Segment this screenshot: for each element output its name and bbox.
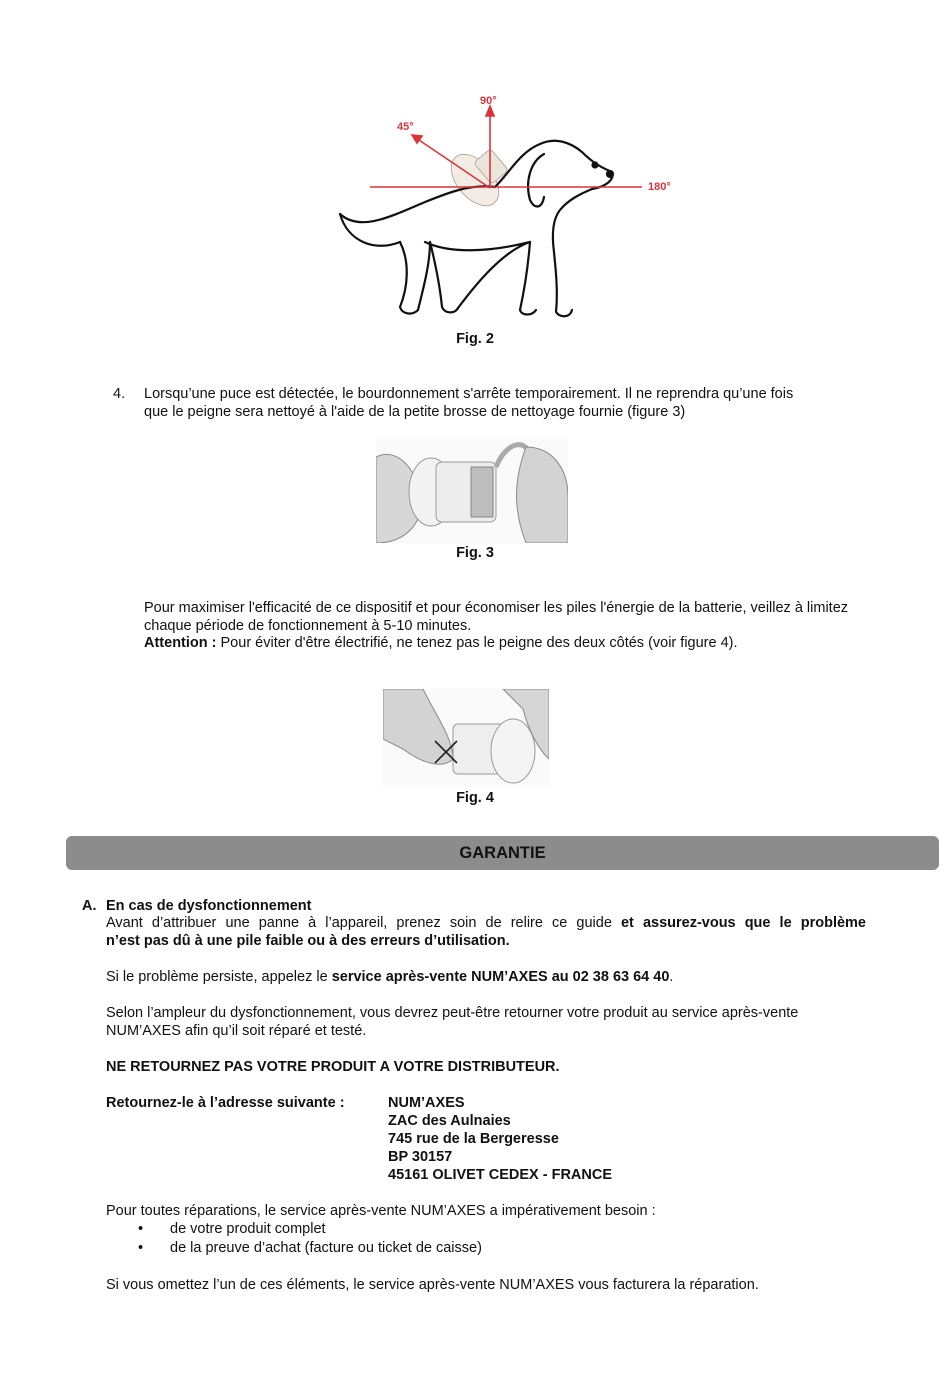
list-item-text: de la preuve d’achat (facture ou ticket de caisse) [170, 1240, 482, 1256]
paragraph-3-line1: Selon l’ampleur du dysfonctionnement, vous devrez peut-être retourner votre produit au service après-vente [106, 1005, 799, 1021]
paragraph-1-line2: n’est pas dû à une pile faible ou à des erreurs d’utilisation. [106, 933, 510, 949]
paragraph-1-line1 [106, 914, 866, 932]
fig3-caption: Fig. 3 [456, 545, 494, 561]
angle-45-label: 45° [397, 121, 414, 133]
fig2-caption: Fig. 2 [456, 331, 494, 347]
section-title: En cas de dysfonctionnement [106, 898, 312, 914]
cleaning-comb-photo [376, 437, 568, 543]
angle-90-label: 90° [480, 95, 497, 107]
section-letter: A. [82, 898, 97, 914]
fig4-photo [383, 689, 549, 787]
p1-bold-a: et assurez-vous que le problème [620, 915, 866, 931]
paragraph-3-line2: NUM’AXES afin qu’il soit réparé et testé. [106, 1023, 367, 1039]
p2-end: . [669, 969, 674, 985]
comb-device-icon [442, 136, 519, 214]
address-line: NUM’AXES [388, 1095, 465, 1111]
list-item [138, 1239, 482, 1258]
p1-normal: Avant d’attribuer une panne à l’appareil, prenez soin de relire ce guide [106, 915, 621, 931]
fig4-caption: Fig. 4 [456, 790, 494, 806]
address-line: BP 30157 [388, 1149, 453, 1165]
final-note: Si vous omettez l’un de ces éléments, le service après-vente NUM’AXES vous facturera la réparation. [106, 1277, 759, 1293]
address-line: ZAC des Aulnaies [388, 1113, 511, 1129]
angle-180-label: 180° [648, 181, 671, 193]
p2-normal: Si le problème persiste, appelez le [106, 969, 332, 985]
fig2-illustration [330, 92, 690, 327]
list-item [138, 1220, 482, 1239]
attention-label: Attention : [144, 635, 217, 651]
bullet-icon: • [138, 1221, 144, 1237]
attention-text: Pour éviter d'être électrifié, ne tenez pas le peigne des deux côtés (voir figure 4). [216, 635, 738, 651]
list-item-text: de votre produit complet [170, 1221, 326, 1237]
repairs-intro: Pour toutes réparations, le service après-vente NUM’AXES a impérativement besoin : [106, 1203, 656, 1219]
address-line: 745 rue de la Bergeresse [388, 1131, 559, 1147]
step4-number: 4. [113, 386, 126, 402]
garantie-banner [66, 836, 939, 870]
warning-text: NE RETOURNEZ PAS VOTRE PRODUIT A VOTRE DISTRIBUTEUR. [106, 1059, 560, 1075]
requirements-list [138, 1220, 482, 1258]
attention-line [144, 634, 738, 652]
efficacy-line2: chaque période de fonctionnement à 5-10 minutes. [144, 618, 472, 634]
comb-holding-photo [383, 689, 549, 787]
step4-line2: que le peigne sera nettoyé à l'aide de la petite brosse de nettoyage fournie (figure 3) [144, 404, 686, 420]
address-line: 45161 OLIVET CEDEX - FRANCE [388, 1167, 612, 1183]
fig3-photo [376, 437, 568, 543]
return-address [388, 1094, 612, 1184]
dog-angle-diagram [330, 92, 690, 327]
efficacy-line1: Pour maximiser l'efficacité de ce dispositif et pour économiser les piles l'énergie de la batterie, veillez à limitez [144, 600, 849, 616]
return-label: Retournez-le à l’adresse suivante : [106, 1095, 345, 1111]
service-phone: service après-vente NUM’AXES au 02 38 63 64 40 [331, 969, 670, 985]
step4-line1: Lorsqu’une puce est détectée, le bourdonnement s'arrête temporairement. Il ne reprendra qu’une fois [144, 386, 794, 402]
bullet-icon: • [138, 1240, 144, 1256]
garantie-title: GARANTIE [459, 844, 546, 862]
paragraph-2 [106, 968, 673, 986]
